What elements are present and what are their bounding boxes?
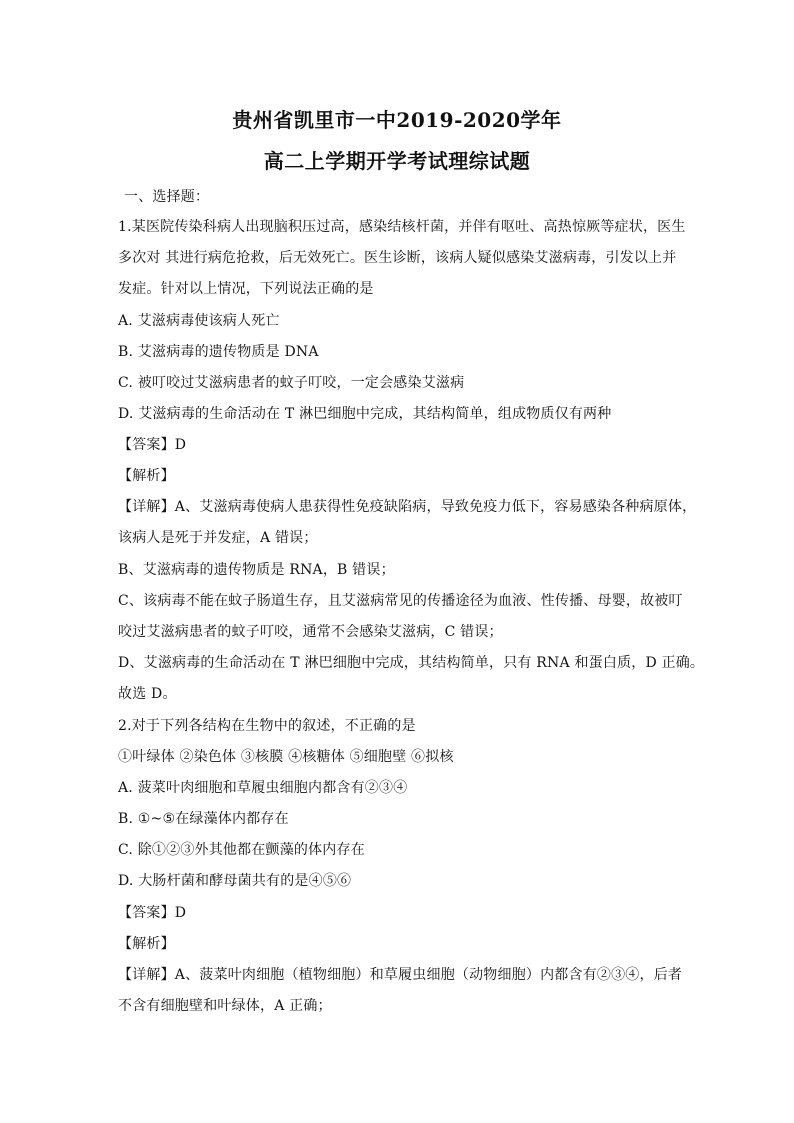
q2-option-a: A. 菠菜叶肉细胞和草履虫细胞内都含有②③④ xyxy=(118,780,408,796)
q1-option-a: A. 艾滋病毒使该病人死亡 xyxy=(118,313,280,329)
q1-detail-line4: C、该病毒不能在蚊子肠道生存，且艾滋病常见的传播途径为血液、性传播、母婴，故被叮 xyxy=(118,593,683,609)
q2-items: ①叶绿体 ②染色体 ③核膜 ④核糖体 ⑤细胞壁 ⑥拟核 xyxy=(118,749,454,765)
q1-detail-line7: 故选 D。 xyxy=(118,686,177,702)
q2-option-c: C. 除①②③外其他都在颤藻的体内存在 xyxy=(118,842,365,858)
section-heading: 一、选择题： xyxy=(124,189,210,205)
q1-option-b: B. 艾滋病毒的遗传物质是 DNA xyxy=(118,344,319,360)
q1-option-c: C. 被叮咬过艾滋病患者的蚊子叮咬，一定会感染艾滋病 xyxy=(118,375,465,391)
q2-detail-line1: 【详解】A、菠菜叶肉细胞（植物细胞）和草履虫细胞（动物细胞）内都含有②③④，后者 xyxy=(118,967,683,983)
q2-detail-line2: 不含有细胞壁和叶绿体，A 正确； xyxy=(118,998,332,1014)
q1-stem-line1: 1.某医院传染科病人出现脑积压过高，感染结核杆菌，并伴有呕吐、高热惊厥等症状，医生 xyxy=(118,219,686,235)
q2-answer: 【答案】D xyxy=(118,905,187,921)
q1-detail-line3: B、艾滋病毒的遗传物质是 RNA，B 错误； xyxy=(118,562,395,578)
q1-stem-line2: 多次对 其进行病危抢救，后无效死亡。医生诊断，该病人疑似感染艾滋病毒，引发以上并 xyxy=(118,250,677,266)
q2-analysis-label: 【解析】 xyxy=(118,936,175,952)
q1-detail-line5: 咬过艾滋病患者的蚊子叮咬，通常不会感染艾滋病，C 错误； xyxy=(118,624,503,640)
q2-option-b: B. ①~⑤在绿藻体内都存在 xyxy=(118,811,289,827)
q2-option-d: D. 大肠杆菌和酵母菌共有的是④⑤⑥ xyxy=(118,873,352,889)
document-title-line2: 高二上学期开学考试理综试题 xyxy=(263,149,531,173)
q2-stem: 2.对于下列各结构在生物中的叙述，不正确的是 xyxy=(118,718,416,734)
q1-analysis-label: 【解析】 xyxy=(118,468,175,484)
q1-detail-line2: 该病人是死于并发症，A 错误； xyxy=(118,530,318,546)
q1-detail-line1: 【详解】A、艾滋病毒使病人患获得性免疫缺陷病，导致免疫力低下，容易感染各种病原体， xyxy=(118,499,697,515)
q1-option-d: D. 艾滋病毒的生命活动在 T 淋巴细胞中完成，其结构简单，组成物质仅有两种 xyxy=(118,406,612,422)
document-title-line1: 贵州省凯里市一中2019-2020学年 xyxy=(232,108,562,132)
q1-answer: 【答案】D xyxy=(118,437,187,453)
q1-stem-line3: 发症。针对以上情况，下列说法正确的是 xyxy=(118,281,374,297)
q1-detail-line6: D、艾滋病毒的生命活动在 T 淋巴细胞中完成，其结构简单，只有 RNA 和蛋白质，D 正确。 xyxy=(118,655,705,671)
